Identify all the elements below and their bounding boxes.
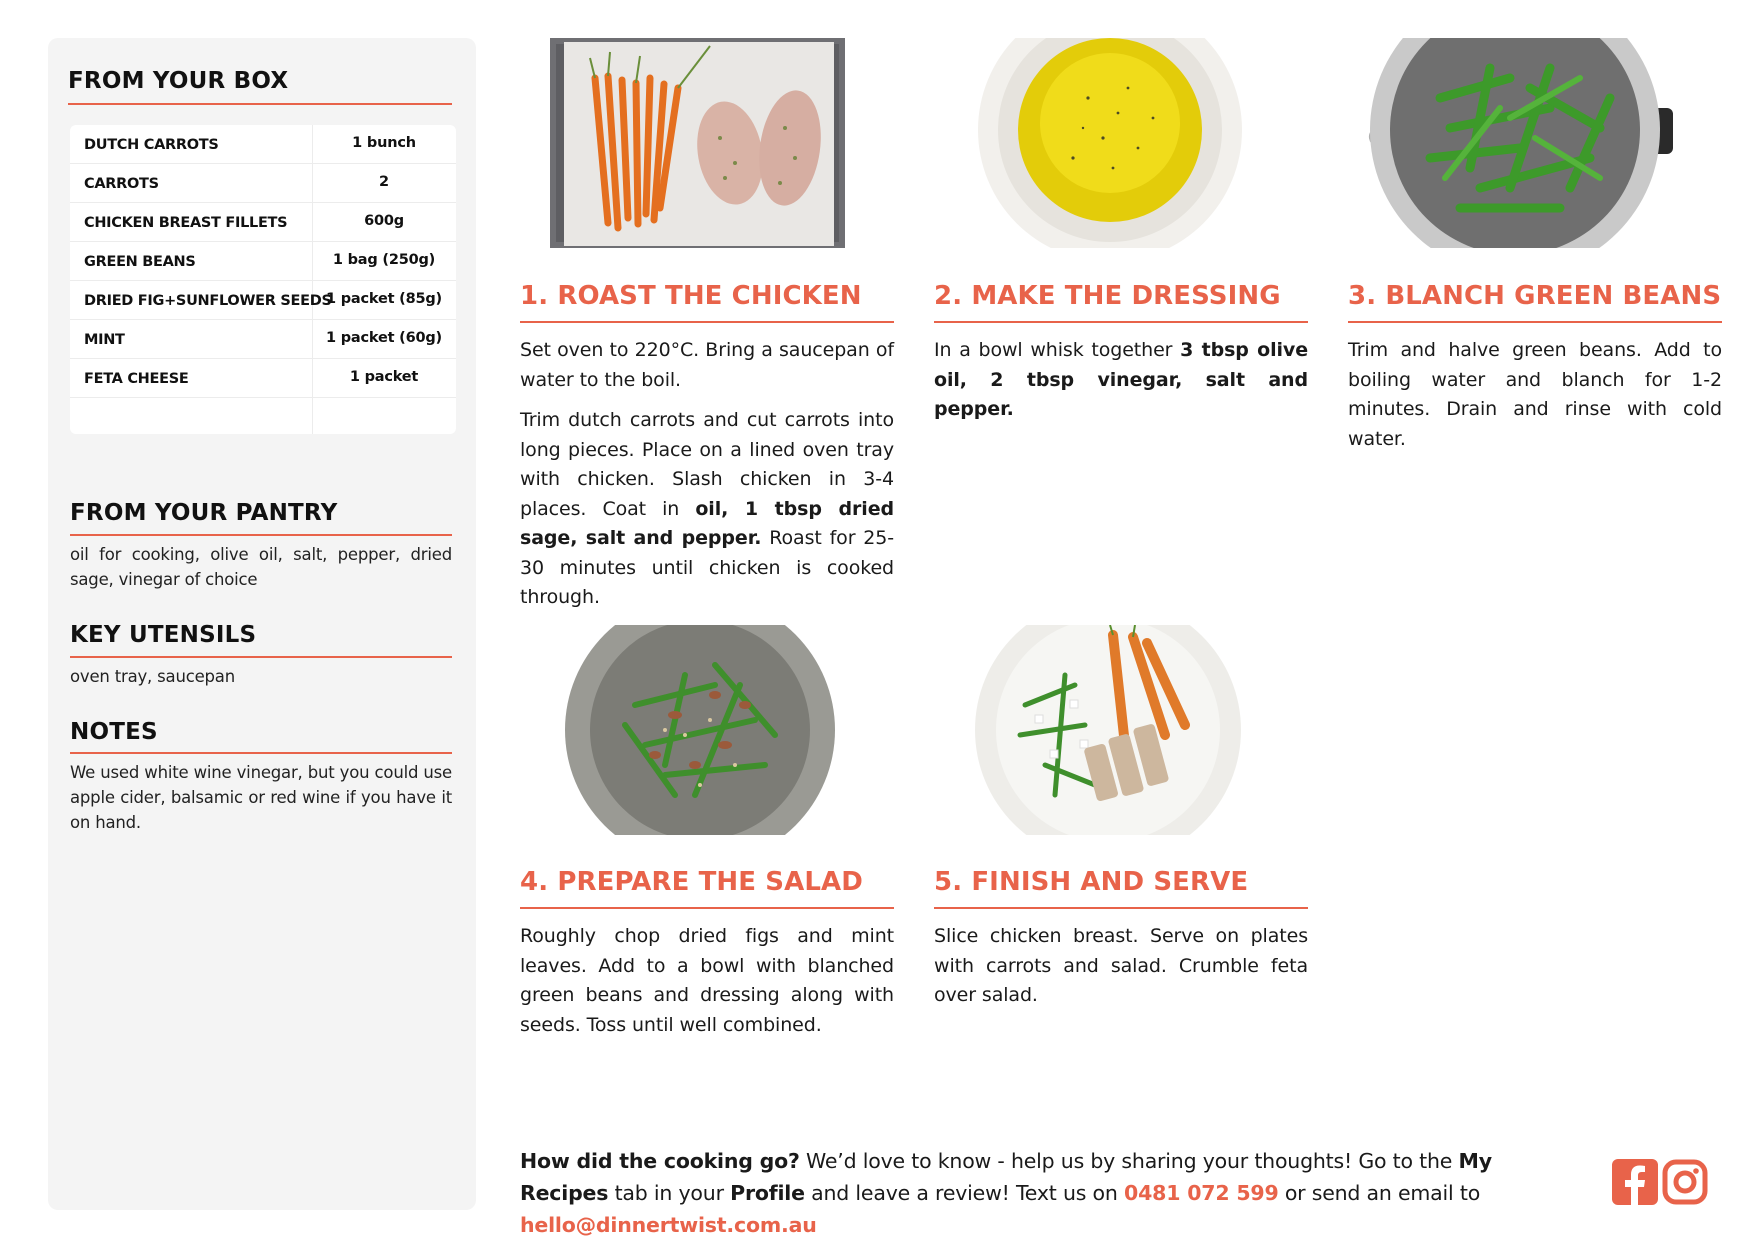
my-recipes-text: My Recipes [520, 1149, 1492, 1205]
step-4-paragraph-1: Roughly chop dried figs and mint leaves. Add to a bowl with blanched green beans and dressing along with seeds. Toss until well combined. [520, 925, 894, 1036]
notes-heading-rule [70, 752, 452, 754]
footer-question: How did the cooking go? [520, 1149, 800, 1173]
step-5-title: 5. FINISH AND SERVE [934, 867, 1249, 897]
step-5-paragraph-1: Slice chicken breast. Serve on plates with carrots and salad. Crumble feta over salad. [934, 925, 1308, 1006]
ingredient-name: DUTCH CARROTS [84, 137, 219, 153]
ingredient-qty: 1 bag (250g) [332, 252, 436, 268]
step-5-text [934, 922, 1308, 1011]
ingredient-qty: 600g [364, 213, 404, 229]
ingredient-name: CHICKEN BREAST FILLETS [84, 215, 288, 231]
ingredient-name: DRIED FIG+SUNFLOWER SEEDS [84, 293, 332, 309]
step-4-title: 4. PREPARE THE SALAD [520, 867, 863, 897]
ingredient-name: MINT [84, 332, 125, 348]
facebook-icon[interactable] [1612, 1159, 1658, 1209]
phone-link[interactable]: 0481 072 599 [1124, 1181, 1279, 1205]
step-2-title: 2. MAKE THE DRESSING [934, 281, 1281, 311]
step-4-rule [520, 907, 894, 909]
ingredient-qty: 1 packet [349, 369, 419, 385]
utensils-text: oven tray, saucepan [70, 667, 235, 686]
step-1-paragraph-1: Set oven to 220°C. Bring a saucepan of water to the boil. [520, 339, 894, 391]
table-row-empty [70, 398, 456, 434]
step-4-text [520, 922, 894, 1040]
ingredient-qty: 2 [379, 174, 389, 190]
step-5-rule [934, 907, 1308, 909]
table-row [70, 359, 456, 398]
instagram-icon[interactable] [1662, 1159, 1708, 1209]
ingredient-name: FETA CHEESE [84, 371, 189, 387]
pantry-heading-rule [70, 534, 452, 536]
ingredient-qty: 1 packet (60g) [326, 330, 442, 346]
step-1-title: 1. ROAST THE CHICKEN [520, 281, 862, 311]
step-1-text [520, 336, 894, 613]
ingredient-qty: 1 packet (85g) [326, 291, 442, 307]
notes-text: We used white wine vinegar, but you could use apple cider, balsamic or red wine if you have it on hand. [70, 763, 452, 832]
step-2-rule [934, 321, 1308, 323]
ingredient-qty: 1 bunch [352, 135, 416, 151]
utensils-heading: KEY UTENSILS [70, 622, 257, 648]
utensils-heading-rule [70, 656, 452, 658]
box-heading-rule [68, 103, 452, 105]
box-ingredients-table [70, 125, 456, 434]
table-row [70, 281, 456, 320]
step-2-text [934, 336, 1308, 425]
step-4-photo [565, 625, 835, 835]
step-3-paragraph-1: Trim and halve green beans. Add to boiling water and blanch for 1-2 minutes. Drain and rinse with cold water. [1348, 339, 1722, 450]
table-row [70, 203, 456, 242]
profile-text: Profile [730, 1181, 805, 1205]
pantry-text: oil for cooking, olive oil, salt, pepper, dried sage, vinegar of choice [70, 545, 452, 589]
step-3-text [1348, 336, 1722, 454]
box-heading: FROM YOUR BOX [68, 68, 289, 94]
step-3-rule [1348, 321, 1722, 323]
ingredient-name: CARROTS [84, 176, 159, 192]
email-link[interactable]: hello@dinnertwist.com.au [520, 1213, 817, 1237]
step-3-title: 3. BLANCH GREEN BEANS [1348, 281, 1722, 311]
step-3-photo [1360, 38, 1705, 248]
step-1-rule [520, 321, 894, 323]
table-row [70, 125, 456, 164]
ingredient-name: GREEN BEANS [84, 254, 196, 270]
step-2-photo [978, 38, 1242, 248]
table-row [70, 320, 456, 359]
step-2-paragraph-1: In a bowl whisk together 3 tbsp olive oil, 2 tbsp vinegar, salt and pepper. [934, 339, 1308, 420]
pantry-heading: FROM YOUR PANTRY [70, 500, 338, 526]
step-5-photo [975, 625, 1241, 835]
table-row [70, 242, 456, 281]
step-1-photo [550, 38, 845, 248]
notes-heading: NOTES [70, 719, 158, 745]
feedback-footer: How did the cooking go? We’d love to know - help us by sharing your thoughts! Go to the My Recipes tab in your Profile and leave a review! Text us on 0481 072 599 or send an email to hello@dinnertwist.com.au [520, 1149, 1492, 1237]
step-1-paragraph-2: Trim dutch carrots and cut carrots into long pieces. Place on a lined oven tray with chicken. Slash chicken in 3-4 places. Coat in oil, 1 tbsp dried sage, salt and pepper. Roast for 25-30 minutes until chicken is cooked through. [520, 409, 895, 608]
table-row [70, 164, 456, 203]
